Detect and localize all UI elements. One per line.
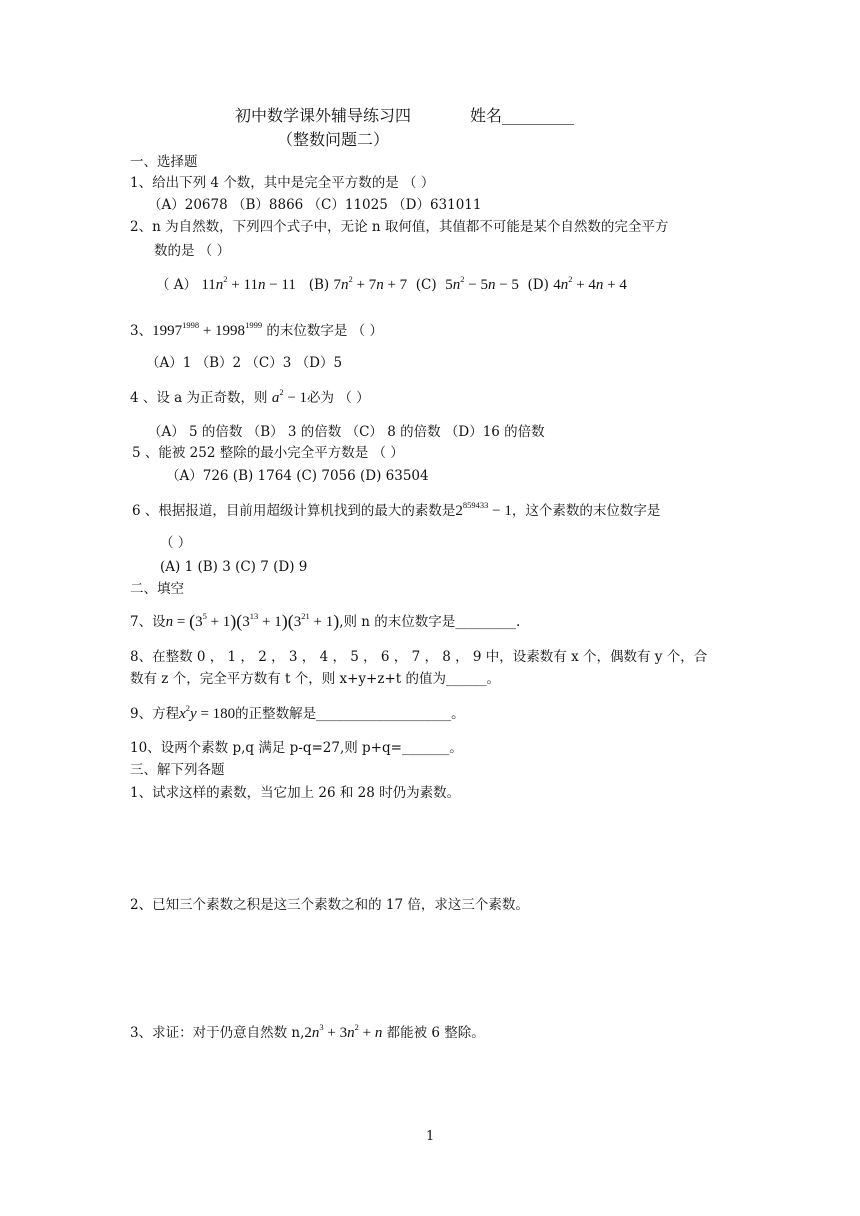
question-4-stem — [130, 389, 370, 407]
question-4-formula: $a^2 - 1$ — [271, 387, 308, 406]
question-4-text-b: 必为 （ ） — [307, 390, 370, 406]
question-1-options: （A）20678 （B）8866 （C）11025 （D）631011 — [148, 197, 482, 213]
section-heading-fill: 二、填空 — [130, 581, 184, 597]
option-a-formula: $11n^2 + 11n - 11$ — [201, 274, 296, 293]
option-d-formula: $4n^2 + 4n + 4$ — [553, 274, 627, 293]
option-c-label: (C) — [415, 277, 437, 293]
name-field-label: 姓名_________ — [470, 106, 575, 125]
option-d-label: (D) — [527, 277, 549, 293]
question-7-prefix: 7、设 — [130, 614, 166, 630]
question-5-stem: 5 、能被 252 整除的最小完全平方数是 （ ） — [132, 445, 404, 461]
question-2-stem-line1: 2、n 为自然数，下列四个式子中，无论 n 取何值，其值都不可能是某个自然数的完全平方 — [130, 219, 669, 235]
question-6-text-a: 6 、根据报道，目前用超级计算机找到的最大的素数是 — [132, 503, 456, 519]
question-3-options: （A）1 （B）2 （C）3 （D）5 — [146, 355, 343, 371]
question-6-stem — [132, 502, 660, 520]
question-3-formula: $1997^{1998} + 1998^{1999}$ — [152, 320, 263, 339]
question-9-suffix: 的正整数解是____________________。 — [235, 706, 465, 722]
question-2-stem-line2: 数的是 （ ） — [154, 243, 231, 259]
question-9-stem — [130, 705, 465, 723]
worksheet-title: 初中数学课外辅导练习四 — [235, 106, 412, 125]
question-8-line2: 数有 z 个，完全平方数有 t 个，则 x+y+z+t 的值为______。 — [130, 671, 500, 687]
question-7-stem — [130, 612, 520, 631]
question-6-text-b: ，这个素数的末位数字是 — [511, 503, 661, 519]
option-b-formula: $7n^2 + 7n + 7$ — [333, 274, 408, 293]
option-c-formula: $5n^2 - 5n - 5$ — [445, 274, 519, 293]
question-9-prefix: 9、方程 — [130, 706, 180, 722]
problem-3-formula: $2n^3 + 3n^2 + n$ — [304, 1022, 383, 1041]
question-6-paren: （ ） — [160, 535, 192, 551]
question-3-text: 的末位数字是 （ ） — [266, 323, 383, 339]
question-5-options: （A）726 (B) 1764 (C) 7056 (D) 63504 — [166, 468, 429, 484]
question-4-text-a: 4 、设 a 为正奇数，则 — [130, 390, 268, 406]
question-9-formula: $x^2y = 180$ — [179, 703, 236, 722]
problem-3-prefix: 3、求证：对于仍意自然数 n, — [130, 1025, 305, 1041]
question-2-options — [156, 276, 627, 294]
page-number: 1 — [426, 1129, 435, 1144]
question-6-options: (A) 1 (B) 3 (C) 7 (D) 9 — [160, 559, 308, 575]
option-b-label: (B) — [308, 277, 330, 293]
question-8-line1: 8、在整数 0 ， 1 ， 2 ， 3 ， 4 ， 5 ， 6 ， 7 ， 8 ， 9 中，设素数有 x 个，偶数有 y 个，合 — [130, 649, 708, 665]
section-heading-choice: 一、选择题 — [130, 154, 198, 170]
question-1-stem: 1、给出下列 4 个数，其中是完全平方数的是 （ ） — [130, 175, 435, 191]
problem-1: 1、试求这样的素数，当它加上 26 和 28 时仍为素数。 — [130, 785, 461, 801]
problem-3-suffix: 都能被 6 整除。 — [386, 1025, 485, 1041]
question-7-suffix: ,则 n 的末位数字是_________. — [339, 614, 521, 630]
question-7-formula: $n = (3^5 + 1)(3^{13} + 1)(3^{21} + 1)$ — [165, 611, 340, 631]
section-heading-solve: 三、解下列各题 — [130, 762, 225, 778]
question-3-number: 3、 — [130, 323, 153, 339]
question-10: 10、设两个素数 p,q 满足 p-q=27,则 p+q=_______。 — [130, 740, 463, 756]
problem-3 — [130, 1024, 485, 1042]
question-3-stem — [130, 322, 383, 340]
question-4-options: （A） 5 的倍数 （B） 3 的倍数 （C） 8 的倍数 （D）16 的倍数 — [148, 424, 545, 440]
worksheet-subtitle: （整数问题二） — [277, 130, 390, 149]
option-a-label: （ A） — [156, 277, 198, 293]
question-6-formula: $2^{859433} - 1$ — [455, 500, 512, 519]
problem-2: 2、已知三个素数之积是这三个素数之和的 17 倍，求这三个素数。 — [130, 897, 529, 913]
